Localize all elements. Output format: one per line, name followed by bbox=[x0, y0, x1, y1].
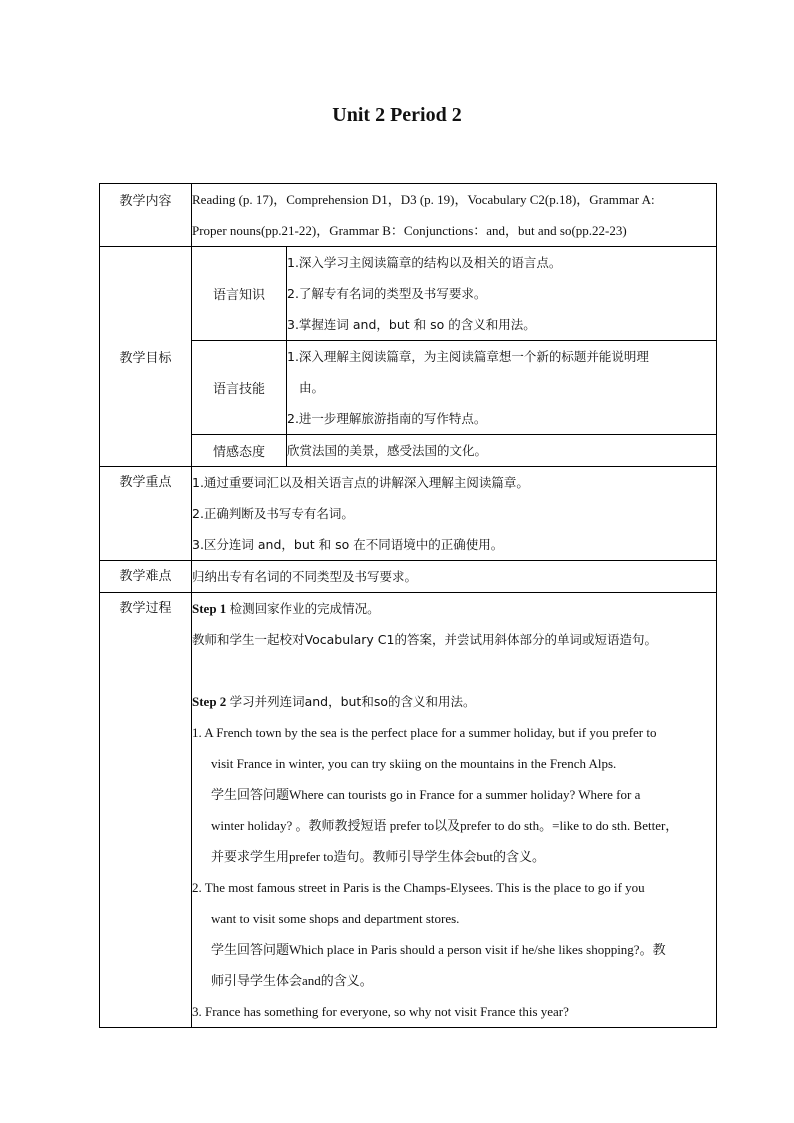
focus-line: 2.正确判断及书写专有名词。 bbox=[192, 506, 354, 521]
label-difficulty: 教学难点 bbox=[100, 561, 192, 593]
step2-heading: Step 2 bbox=[192, 694, 227, 709]
goal-line: 2.了解专有名词的类型及书写要求。 bbox=[287, 286, 487, 301]
label-attitude: 情感态度 bbox=[192, 435, 287, 467]
process-line: 1. A French town by the sea is the perfect place for a summer holiday, but if you prefer to bbox=[192, 725, 657, 740]
goal-line: 由。 bbox=[299, 380, 325, 395]
goal-line: 1.深入学习主阅读篇章的结构以及相关的语言点。 bbox=[287, 255, 562, 270]
step1-line bbox=[192, 593, 716, 624]
row-goals-skills bbox=[100, 341, 717, 435]
step1-heading: Step 1 bbox=[192, 601, 227, 616]
page-title: Unit 2 Period 2 bbox=[332, 104, 462, 126]
knowledge-cell bbox=[287, 247, 717, 341]
process-line: 并要求学生用prefer to造句。教师引导学生体会but的含义。 bbox=[211, 849, 546, 864]
process-line: visit France in winter, you can try skiing on the mountains in the French Alps. bbox=[211, 756, 617, 771]
process-line: 3. France has something for everyone, so why not visit France this year? bbox=[192, 1004, 569, 1019]
content-line: Proper nouns(pp.21-22)，Grammar B：Conjunctions：and，but and so(pp.22-23) bbox=[192, 223, 627, 238]
goal-line: 欣赏法国的美景，感受法国的文化。 bbox=[287, 443, 488, 458]
lesson-plan-table bbox=[99, 183, 717, 1028]
label-skills: 语言技能 bbox=[192, 341, 287, 435]
step2-line bbox=[192, 686, 716, 717]
goal-line: 3.掌握连词 and，but 和 so 的含义和用法。 bbox=[287, 317, 536, 332]
focus-cell bbox=[192, 467, 717, 561]
attitude-cell bbox=[287, 435, 717, 467]
goal-line: 2.进一步理解旅游指南的写作特点。 bbox=[287, 411, 487, 426]
focus-line: 3.区分连词 and，but 和 so 在不同语境中的正确使用。 bbox=[192, 537, 504, 552]
process-line: 教师和学生一起校对Vocabulary C1的答案，并尝试用斜体部分的单词或短语造句。 bbox=[192, 632, 657, 647]
row-difficulty bbox=[100, 561, 717, 593]
content-cell bbox=[192, 184, 717, 247]
focus-line: 1.通过重要词汇以及相关语言点的讲解深入理解主阅读篇章。 bbox=[192, 475, 529, 490]
process-line: want to visit some shops and department stores. bbox=[211, 911, 460, 926]
row-focus bbox=[100, 467, 717, 561]
label-focus: 教学重点 bbox=[100, 467, 192, 561]
label-process: 教学过程 bbox=[100, 593, 192, 1028]
process-cell bbox=[192, 593, 717, 1028]
process-line: 2. The most famous street in Paris is the Champs-Elysees. This is the place to go if you bbox=[192, 880, 645, 895]
label-knowledge: 语言知识 bbox=[192, 247, 287, 341]
process-line: 学生回答问题Which place in Paris should a person visit if he/she likes shopping?。教 bbox=[211, 942, 666, 957]
process-line: 师引导学生体会and的含义。 bbox=[211, 973, 373, 988]
skills-cell bbox=[287, 341, 717, 435]
row-goals-knowledge bbox=[100, 247, 717, 341]
spacer bbox=[192, 655, 716, 686]
row-process bbox=[100, 593, 717, 1028]
label-goals: 教学目标 bbox=[100, 247, 192, 467]
step1-text: 检测回家作业的完成情况。 bbox=[229, 601, 380, 616]
step2-text: 学习并列连词and，but和so的含义和用法。 bbox=[229, 694, 476, 709]
goal-line: 1.深入理解主阅读篇章，为主阅读篇章想一个新的标题并能说明理 bbox=[287, 349, 649, 364]
label-content: 教学内容 bbox=[100, 184, 192, 247]
process-line: 学生回答问题Where can tourists go in France for a summer holiday? Where for a bbox=[211, 787, 641, 802]
difficulty-cell bbox=[192, 561, 717, 593]
difficulty-line: 归纳出专有名词的不同类型及书写要求。 bbox=[192, 569, 418, 584]
content-line: Reading (p. 17)，Comprehension D1，D3 (p. 19)，Vocabulary C2(p.18)，Grammar A: bbox=[192, 192, 655, 207]
process-line: winter holiday? 。教师教授短语 prefer to以及prefer to do sth。=like to do sth. Better， bbox=[211, 818, 679, 833]
row-goals-attitude bbox=[100, 435, 717, 467]
row-content bbox=[100, 184, 717, 247]
